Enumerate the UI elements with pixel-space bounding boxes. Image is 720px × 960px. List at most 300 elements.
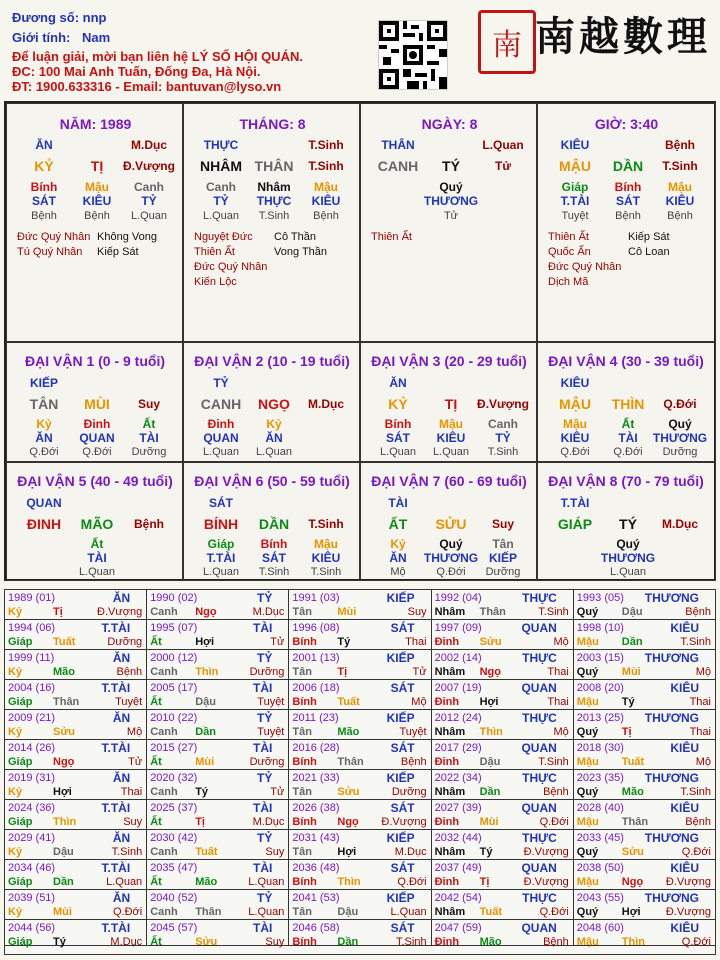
year-stem: Bính: [292, 816, 317, 828]
year-branch: Tị: [195, 816, 205, 828]
year-stage: Q.Đới: [539, 906, 569, 918]
hidden-stem: Tân: [492, 537, 514, 551]
year-branch: Dậu: [195, 696, 216, 708]
star-name: Dịch Mã: [548, 276, 589, 288]
year-cell: [289, 770, 431, 800]
year-stage: M.Dục: [252, 816, 285, 828]
hidden-stem: Mậu: [314, 180, 338, 194]
year-cell: [289, 800, 431, 830]
year-god: THƯƠNG: [644, 651, 699, 665]
year-branch: Hợi: [53, 786, 72, 798]
hidden-stage: Q.Đới: [560, 446, 590, 458]
year-god: KIẾP: [386, 711, 415, 725]
hidden-stem: Kỷ: [266, 417, 282, 431]
year-stem: Mậu: [576, 756, 599, 768]
year-branch: Sửu: [195, 936, 218, 948]
hidden-god: ĂN: [265, 431, 283, 445]
year-branch: Thân: [621, 816, 649, 828]
year-label: 2011 (23): [292, 712, 339, 724]
dai-van-branch: THÌN: [611, 396, 645, 412]
star-name: Tú Quý Nhân: [17, 246, 83, 258]
year-stem: Ất: [150, 696, 162, 708]
year-stem: Bính: [292, 756, 317, 768]
year-god: TÀI: [253, 861, 273, 875]
year-label: 1994 (06): [8, 622, 56, 634]
year-stage: M.Dục: [252, 606, 285, 618]
hidden-stage: L.Quan: [202, 566, 240, 578]
year-stage: Bệnh: [685, 606, 711, 618]
year-stem: Quý: [576, 666, 599, 678]
year-god: TÀI: [253, 801, 273, 815]
dai-van-stage: M.Dục: [308, 397, 344, 411]
pillar-top-god: THỰC: [203, 138, 239, 152]
year-cell: [289, 650, 431, 680]
year-cell: [147, 650, 289, 680]
year-cell: [432, 620, 574, 650]
dai-van-title: ĐẠI VẬN 6 (50 - 59 tuổi): [194, 473, 350, 489]
year-label: 2040 (52): [150, 892, 198, 904]
hidden-stage: L.Quan: [255, 446, 293, 458]
year-stem: Đinh: [434, 696, 460, 708]
year-stem: Tân: [292, 606, 312, 618]
hidden-stem: Quý: [616, 537, 640, 551]
year-stage: Bệnh: [116, 666, 143, 678]
year-stem: Canh: [150, 786, 178, 798]
year-stem: Giáp: [8, 756, 33, 768]
year-stem: Ất: [150, 816, 162, 828]
year-stage: Tuyệt: [257, 696, 285, 708]
year-label: 2034 (46): [8, 862, 56, 874]
year-cell: [574, 680, 716, 710]
year-label: 2033 (45): [576, 832, 624, 844]
year-cell: [147, 620, 289, 650]
dai-van-title: ĐẠI VẬN 8 (70 - 79 tuổi): [548, 473, 704, 489]
year-god: T.TÀI: [101, 921, 131, 935]
year-branch: Mùi: [195, 756, 215, 768]
year-god: SÁT: [390, 741, 415, 755]
dai-van-branch: NGỌ: [258, 396, 290, 412]
hidden-stage: Q.Đới: [613, 446, 643, 458]
year-stage: L.Quan: [248, 876, 285, 888]
dai-van-god: TỶ: [213, 376, 229, 390]
dai-van-stem: ẤT: [388, 516, 408, 532]
hidden-stem: Quý: [439, 537, 463, 551]
year-label: 2032 (44): [434, 832, 482, 844]
hidden-god: KIÊU: [311, 194, 341, 208]
year-label: 2020 (32): [150, 772, 198, 784]
star-name: Kiến Lộc: [194, 276, 237, 288]
dai-van-branch: DẦN: [258, 516, 290, 532]
star-name: Quốc Ấn: [548, 246, 591, 258]
hidden-god: THƯƠNG: [600, 551, 656, 565]
address: ĐC: 100 Mai Anh Tuấn, Đống Đa, Hà Nội.: [12, 64, 261, 79]
year-stage: Tử: [412, 666, 427, 678]
year-stage: Bệnh: [685, 816, 711, 828]
pillar-stem: MẬU: [559, 158, 591, 174]
year-branch: Mùi: [479, 816, 499, 828]
year-label: 2023 (35): [576, 772, 624, 784]
year-branch: Tị: [479, 876, 490, 888]
hidden-stage: Bệnh: [667, 210, 693, 222]
pillar-stage: Tử: [494, 159, 512, 173]
year-branch: Tuất: [621, 756, 645, 768]
year-branch: Tuất: [53, 636, 76, 648]
year-label: 1989 (01): [8, 592, 56, 604]
year-branch: Hợi: [479, 696, 499, 708]
year-stage: Suy: [265, 846, 285, 858]
year-branch: Ngọ: [479, 666, 501, 678]
year-stem: Ất: [150, 936, 162, 948]
dai-van-stem: MẬU: [559, 396, 591, 412]
dai-van-stage: Suy: [137, 397, 161, 411]
year-label: 1998 (10): [576, 622, 624, 634]
pillar-branch: TỊ: [90, 158, 104, 174]
brand-logo: 南越數理: [535, 13, 711, 60]
year-stage: Thai: [689, 696, 711, 708]
year-stage: L.Quan: [248, 906, 285, 918]
hidden-stage: Q.Đới: [29, 446, 59, 458]
bazi-chart: [4, 101, 716, 581]
year-god: KIÊU: [670, 861, 699, 875]
pillar-title: GIỜ: 3:40: [594, 116, 659, 132]
year-stage: Tử: [128, 756, 143, 768]
star-name: Thiên Ất: [371, 231, 412, 243]
year-branch: Tý: [337, 636, 351, 648]
year-label: 2044 (56): [8, 922, 56, 934]
year-branch: Hợi: [337, 846, 357, 858]
hidden-god: T.TÀI: [206, 551, 236, 565]
year-stage: Dưỡng: [249, 666, 285, 678]
year-branch: Thân: [195, 906, 222, 918]
star-name: Nguyệt Đức: [194, 231, 253, 243]
star-name: Kiếp Sát: [97, 246, 139, 258]
year-stem: Bính: [292, 696, 317, 708]
hidden-god: THỰC: [256, 194, 292, 208]
year-cell: [574, 770, 716, 800]
year-stage: Q.Đới: [681, 936, 711, 948]
star-name: Không Vong: [97, 231, 157, 243]
hidden-god: THƯƠNG: [423, 551, 479, 565]
year-label: 2035 (47): [150, 862, 198, 874]
year-stem: Ất: [150, 636, 162, 648]
year-stage: Mộ: [695, 756, 711, 768]
year-stage: Đ.Vượng: [665, 876, 711, 888]
year-god: THƯƠNG: [644, 831, 699, 845]
year-cell: [5, 740, 147, 770]
year-label: 2015 (27): [150, 742, 198, 754]
year-god: THƯƠNG: [644, 771, 699, 785]
year-label: 2012 (24): [434, 712, 482, 724]
year-label: 2028 (40): [576, 802, 624, 814]
year-god: KIÊU: [670, 921, 699, 935]
hidden-god: TÀI: [618, 431, 638, 445]
year-god: KIÊU: [670, 621, 699, 635]
pillar-top-stage: Bệnh: [665, 138, 695, 152]
annual-luck-table: [4, 589, 716, 955]
star-name: Thiên Ất: [194, 246, 235, 258]
year-cell: [289, 680, 431, 710]
hidden-god: QUAN: [79, 431, 115, 445]
year-stem: Giáp: [8, 636, 33, 648]
year-cell: [432, 920, 574, 946]
year-branch: Tuất: [337, 696, 360, 708]
year-stage: Đ.Vượng: [381, 816, 427, 828]
hidden-stage: Tuyệt: [561, 210, 589, 222]
pillar-branch: TÝ: [442, 158, 460, 174]
year-cell: [574, 590, 716, 620]
hidden-god: TÀI: [139, 431, 159, 445]
star-name: Vong Thần: [274, 246, 328, 258]
year-label: 2009 (21): [8, 712, 56, 724]
year-branch: Mão: [479, 936, 502, 948]
year-label: 2014 (26): [8, 742, 56, 754]
year-label: 1993 (05): [576, 592, 624, 604]
gender-value: Nam: [82, 30, 111, 45]
year-cell: [147, 710, 289, 740]
year-cell: [574, 620, 716, 650]
pillar-cell: [183, 103, 360, 342]
year-stem: Canh: [150, 846, 178, 858]
year-cell: [147, 590, 289, 620]
year-god: QUAN: [521, 801, 557, 815]
dai-van-god: KIÊU: [560, 376, 590, 390]
phone-email: ĐT: 1900.633316 - Email: bantuvan@lyso.vn: [12, 79, 282, 94]
hidden-stem: Bính: [260, 537, 288, 551]
year-god: KIẾP: [386, 891, 415, 905]
year-stem: Giáp: [8, 696, 33, 708]
year-god: ĂN: [112, 831, 131, 845]
hidden-god: SÁT: [386, 431, 410, 445]
hidden-god: T.TÀI: [560, 194, 590, 208]
year-branch: Sửu: [337, 786, 360, 798]
seal-stamp-icon: 南: [478, 10, 536, 74]
year-branch: Thìn: [621, 936, 646, 948]
year-god: TỶ: [257, 831, 273, 845]
year-cell: [5, 680, 147, 710]
year-god: KIẾP: [386, 771, 415, 785]
pillar-top-stage: M.Dục: [131, 138, 167, 152]
year-stem: Nhâm: [434, 726, 466, 738]
year-stage: Thai: [547, 666, 569, 678]
hidden-stage: Mộ: [390, 566, 406, 578]
year-stage: T.Sinh: [538, 756, 569, 768]
year-god: T.TÀI: [101, 681, 131, 695]
year-god: KIẾP: [386, 831, 415, 845]
hidden-stem: Giáp: [207, 537, 235, 551]
pillar-stem: CANH: [377, 158, 419, 174]
year-stem: Canh: [150, 666, 178, 678]
hidden-stage: Q.Đới: [436, 566, 466, 578]
year-cell: [574, 860, 716, 890]
hidden-stage: Tử: [443, 210, 459, 222]
dai-van-stem: CANH: [200, 396, 242, 412]
year-god: SÁT: [390, 681, 415, 695]
star-name: Đức Quý Nhân: [548, 261, 622, 273]
year-cell: [432, 680, 574, 710]
year-branch: Mùi: [621, 666, 641, 678]
year-branch: Thìn: [479, 726, 503, 738]
year-stage: Dưỡng: [249, 756, 285, 768]
year-god: QUAN: [521, 861, 557, 875]
year-cell: [574, 920, 716, 946]
year-label: 1999 (11): [8, 652, 55, 664]
hidden-god: SÁT: [262, 551, 286, 565]
year-stem: Bính: [292, 936, 317, 948]
pillar-cell: [360, 103, 537, 342]
year-cell: [5, 830, 147, 860]
year-stage: T.Sinh: [680, 786, 711, 798]
hidden-stem: Quý: [668, 417, 692, 431]
year-cell: [5, 710, 147, 740]
dai-van-stem: KỶ: [388, 396, 408, 412]
year-god: QUAN: [521, 621, 557, 635]
dai-van-stem: ĐINH: [26, 516, 62, 532]
year-label: 2004 (16): [8, 682, 56, 694]
dai-van-god: KIẾP: [29, 376, 59, 390]
hidden-stem: Nhâm: [257, 180, 291, 194]
year-label: 2025 (37): [150, 802, 198, 814]
dai-van-branch: SỬU: [435, 516, 467, 532]
year-branch: Dần: [53, 876, 74, 888]
year-cell: [147, 770, 289, 800]
year-stem: Giáp: [8, 816, 33, 828]
hidden-god: TỶ: [213, 194, 229, 208]
year-label: 1996 (08): [292, 622, 340, 634]
year-god: THỰC: [522, 591, 557, 605]
hidden-god: ĂN: [35, 431, 53, 445]
dai-van-title: ĐẠI VẬN 1 (0 - 9 tuổi): [24, 353, 166, 369]
hidden-stage: Dưỡng: [131, 446, 167, 458]
year-god: THƯƠNG: [644, 891, 699, 905]
dai-van-god: QUAN: [26, 496, 62, 510]
hidden-stem: Bính: [30, 180, 58, 194]
year-stage: Q.Đới: [112, 906, 143, 918]
year-label: 2005 (17): [150, 682, 198, 694]
hidden-god: KIÊU: [311, 551, 341, 565]
dai-van-branch: TỊ: [444, 396, 458, 412]
year-god: TỶ: [257, 651, 273, 665]
year-stage: Mộ: [553, 636, 569, 648]
year-label: 2046 (58): [292, 922, 340, 934]
year-stage: Tuyệt: [399, 726, 427, 738]
year-label: 2010 (22): [150, 712, 198, 724]
year-cell: [5, 590, 147, 620]
year-branch: Tuất: [479, 906, 502, 918]
hidden-stem: Kỷ: [390, 537, 406, 551]
year-label: 2013 (25): [576, 712, 624, 724]
dai-van-cell: [360, 342, 537, 462]
dai-van-stage: T.Sinh: [308, 517, 344, 531]
year-cell: [289, 740, 431, 770]
year-stage: Thai: [689, 726, 711, 738]
hidden-stem: Quý: [439, 180, 463, 194]
hidden-stage: L.Quan: [78, 566, 116, 578]
pillar-stem: NHÂM: [200, 158, 242, 174]
year-branch: Dần: [195, 726, 216, 738]
hidden-stem: Ất: [621, 417, 635, 431]
hidden-god: TỶ: [495, 431, 511, 445]
hidden-stem: Ất: [90, 537, 104, 551]
year-stage: Mộ: [126, 726, 143, 738]
dai-van-god: TÀI: [388, 496, 408, 510]
year-stage: Bệnh: [543, 936, 569, 948]
year-cell: [5, 800, 147, 830]
star-name: Cô Loan: [628, 246, 670, 258]
year-stage: Bệnh: [400, 756, 427, 768]
year-god: QUAN: [521, 741, 557, 755]
year-stage: Q.Đới: [539, 816, 569, 828]
year-label: 1990 (02): [150, 592, 198, 604]
year-stage: Thai: [405, 636, 427, 648]
year-cell: [574, 830, 716, 860]
dai-van-cell: [537, 462, 716, 581]
year-stem: Canh: [150, 606, 178, 618]
year-cell: [432, 770, 574, 800]
year-stage: Tử: [270, 786, 285, 798]
year-god: THỰC: [522, 651, 557, 665]
year-stem: Tân: [292, 906, 312, 918]
year-branch: Dậu: [53, 846, 74, 858]
pillar-branch: THÂN: [254, 158, 294, 174]
year-stem: Kỷ: [8, 786, 23, 798]
hidden-god: THƯƠNG: [423, 194, 479, 208]
year-label: 2026 (38): [292, 802, 340, 814]
hidden-stage: Bệnh: [313, 210, 339, 222]
hidden-stage: L.Quan: [609, 566, 647, 578]
hidden-stem: Ất: [142, 417, 156, 431]
year-cell: [574, 710, 716, 740]
dai-van-title: ĐẠI VẬN 2 (10 - 19 tuổi): [194, 353, 350, 369]
year-branch: Ngọ: [337, 816, 359, 828]
year-stem: Mậu: [576, 696, 599, 708]
dai-van-stage: Suy: [491, 517, 515, 531]
year-cell: [574, 800, 716, 830]
year-cell: [5, 890, 147, 920]
year-stem: Quý: [576, 846, 599, 858]
year-branch: Tị: [337, 666, 348, 678]
hidden-stem: Mậu: [439, 417, 463, 431]
year-cell: [147, 920, 289, 946]
year-label: 2018 (30): [576, 742, 624, 754]
year-label: 2029 (41): [8, 832, 56, 844]
year-cell: [574, 890, 716, 920]
year-branch: Thân: [53, 696, 80, 708]
hidden-stage: T.Sinh: [258, 566, 290, 578]
star-name: Thiên Ất: [548, 231, 589, 243]
year-branch: Dần: [479, 786, 501, 798]
year-cell: [289, 620, 431, 650]
year-cell: [147, 860, 289, 890]
pillar-branch: DẦN: [612, 158, 644, 174]
hidden-god: KIÊU: [436, 431, 466, 445]
year-stem: Tân: [292, 786, 312, 798]
year-cell: [432, 740, 574, 770]
year-cell: [289, 890, 431, 920]
year-branch: Dậu: [621, 606, 643, 618]
year-stem: Canh: [150, 726, 178, 738]
year-stage: Đ.Vượng: [97, 606, 143, 618]
year-branch: Dậu: [337, 906, 359, 918]
year-stage: L.Quan: [390, 906, 427, 918]
year-god: TỶ: [257, 591, 273, 605]
year-stem: Nhâm: [434, 906, 466, 918]
dai-van-stage: Đ.Vượng: [477, 397, 529, 411]
dai-van-cell: [6, 342, 183, 462]
hidden-god: SÁT: [32, 194, 56, 208]
year-label: 2008 (20): [576, 682, 624, 694]
year-branch: Tý: [479, 846, 493, 858]
year-god: TÀI: [253, 621, 273, 635]
